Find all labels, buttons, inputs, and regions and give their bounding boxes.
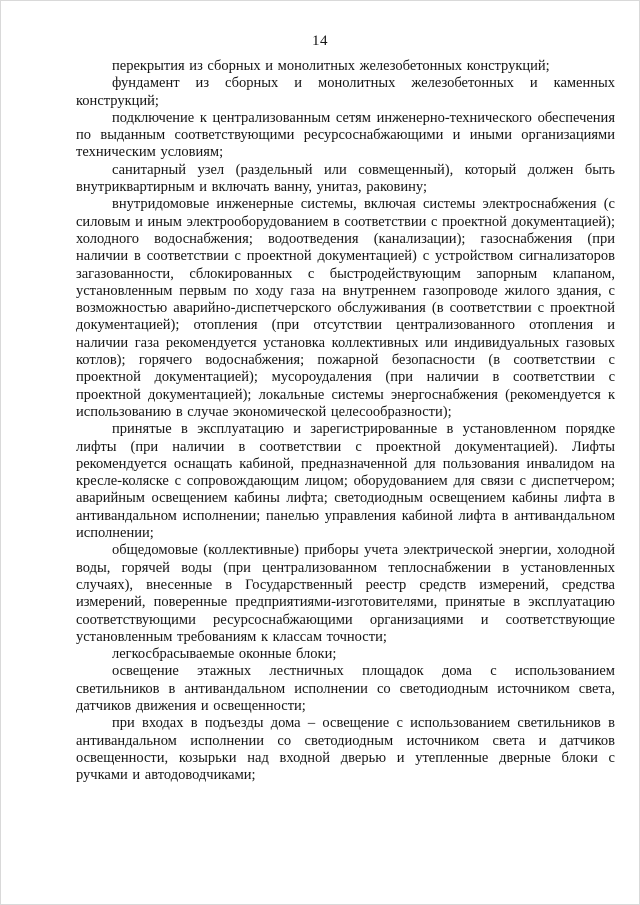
paragraph: подключение к централизованным сетям инженерно-технического обеспечения по выданным соответствующими ресурсоснабжающими и иными организациями техническим условиям; (76, 109, 615, 161)
document-body (76, 58, 615, 784)
paragraph: санитарный узел (раздельный или совмещенный), который должен быть внутриквартирным и включать ванну, унитаз, раковину; (76, 161, 615, 196)
paragraph: фундамент из сборных и монолитных железобетонных и каменных конструкций; (76, 75, 615, 109)
paragraph: при входах в подъезды дома – освещение с использованием светильников в антивандальном исполнении со светодиодным источником света и датчиков освещенности, козырьки над входной дверью и утепленные дверные блоки с ручками и автодоводчиками; (76, 715, 615, 784)
paragraph: внутридомовые инженерные системы, включая системы электроснабжения (с силовым и иным электрооборудованием в соответствии с проектной документацией); холодного водоснабжения; водоотведения (канализации); газоснабжения (при наличии в соответствии с проектной документацией) с устройством сигнализаторов загазованности, сблокированных с быстродействующим запорным клапаном, установленным первым по ходу газа на внутреннем газопроводе жилого здания, с возможностью аварийно-диспетчерского обслуживания (в соответствии с проектной документацией); отопления (при отсутствии централизованного отопления и наличии газа рекомендуется установка коллективных или индивидуальных газовых котлов); горячего водоснабжения; пожарной безопасности (в соответствии с проектной документацией); мусороудаления (при наличии в соответствии с проектной документацией); локальные системы энергоснабжения (рекомендуется к использованию в случае экономической целесообразности); (76, 196, 615, 420)
paragraph: перекрытия из сборных и монолитных железобетонных конструкций; (112, 58, 550, 74)
paragraph: освещение этажных лестничных площадок дома с использованием светильников в антивандальном исполнении со светодиодным источником света, датчиков движения и освещенности; (76, 663, 615, 714)
paragraph: принятые в эксплуатацию и зарегистрированные в установленном порядке лифты (при наличии в соответствии с проектной документацией). Лифты рекомендуется оснащать кабиной, предназначенной для пользования инвалидом на кресле-коляске с сопровождающим лицом; оборудованием для связи с диспетчером; аварийным освещением кабины лифта; светодиодным освещением кабины лифта в антивандальном исполнении; панелью управления кабиной лифта в антивандальном исполнении; (76, 421, 615, 542)
paragraph: легкосбрасываемые оконные блоки; (112, 646, 337, 663)
page-number: 14 (312, 33, 328, 49)
paragraph: общедомовые (коллективные) приборы учета электрической энергии, холодной воды, горячей воды (при централизованном теплоснабжении в установленных случаях), внесенные в Государственный реестр средств измерений, средства измерений, поверенные предприятиями-изготовителями, принятые в эксплуатацию соответствующими ресурсоснабжающими организациями и соответствующие установленным требованиям к классам точности; (76, 542, 615, 645)
